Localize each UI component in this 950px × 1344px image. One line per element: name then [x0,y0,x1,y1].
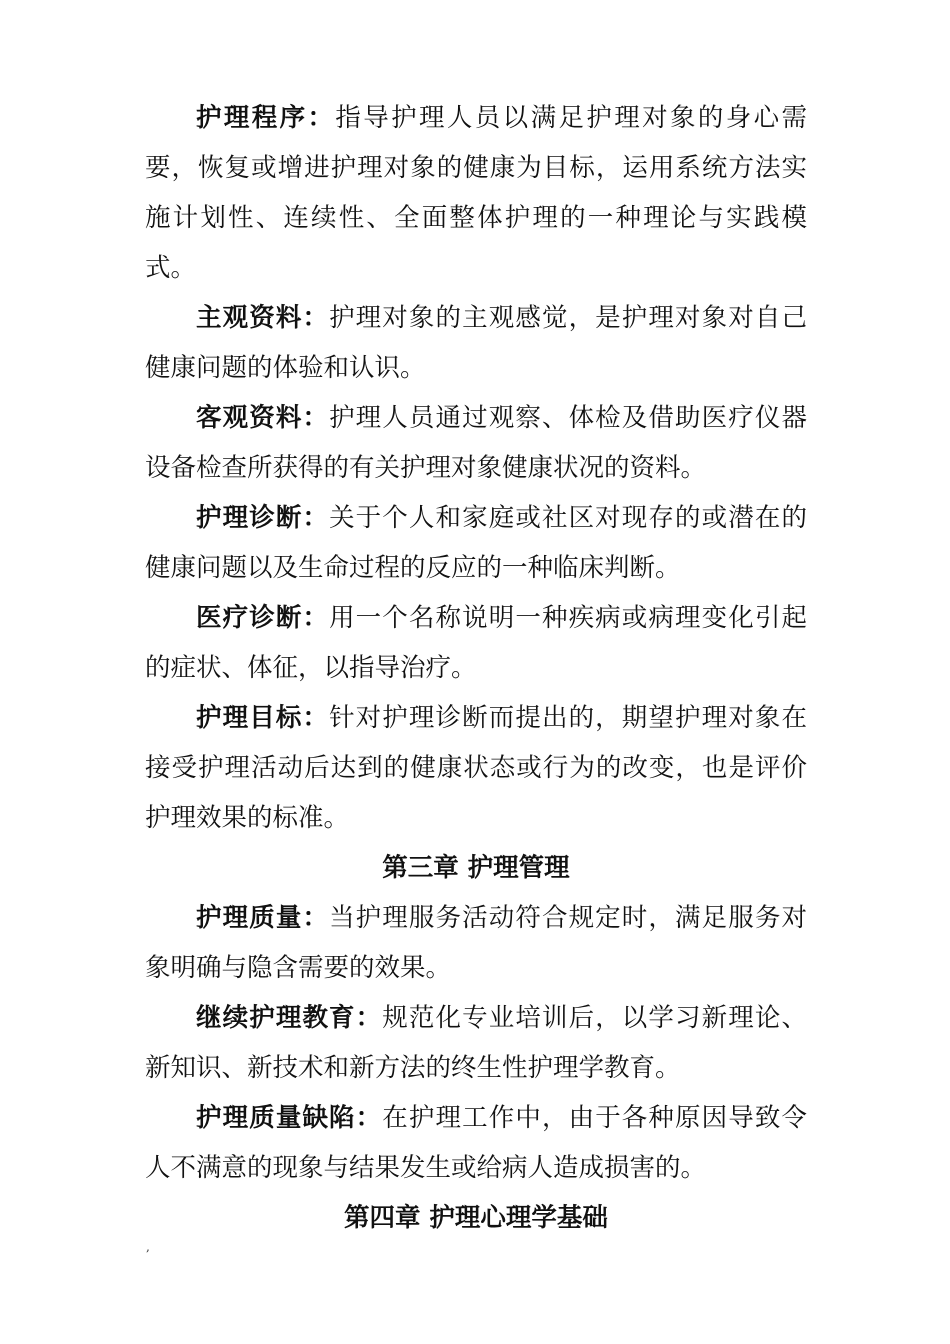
term-label: 护理诊断： [196,503,330,533]
definition-quality-defect [145,1093,807,1193]
term-definition: 指导护理人员以满足护理对象的身心需要，恢复或增进护理对象的健康为目标，运用系统方法实施计划性、连续性、全面整体护理的一种理论与实践模式。 [145,103,807,283]
term-label: 护理程序： [196,103,336,133]
term-label: 医疗诊断： [196,603,330,633]
term-label: 护理质量缺陷： [196,1103,383,1133]
term-definition: 关于个人和家庭或社区对现存的或潜在的健康问题以及生命过程的反应的一种临床判断。 [145,503,807,583]
term-definition: 护理对象的主观感觉，是护理对象对自己健康问题的体验和认识。 [145,303,807,383]
term-definition: 规范化专业培训后，以学习新理论、新知识、新技术和新方法的终生性护理学教育。 [145,1003,807,1083]
term-definition: 在护理工作中，由于各种原因导致令人不满意的现象与结果发生或给病人造成损害的。 [145,1103,807,1183]
term-label: 护理质量： [196,903,330,933]
term-definition: 针对护理诊断而提出的，期望护理对象在接受护理活动后达到的健康状态或行为的改变，也是评价护理效果的标准。 [145,703,807,833]
term-definition: 用一个名称说明一种疾病或病理变化引起的症状、体征，以指导治疗。 [145,603,807,683]
term-label: 客观资料： [196,403,330,433]
term-definition: 护理人员通过观察、体检及借助医疗仪器设备检查所获得的有关护理对象健康状况的资料。 [145,403,807,483]
page-content [145,93,807,1243]
definition-subjective-data [145,293,807,393]
definition-nursing-goal [145,693,807,843]
definition-nursing-process [145,93,807,293]
definition-nursing-diagnosis [145,493,807,593]
chapter-4-heading: 第四章 护理心理学基础 [344,1203,608,1233]
footer-mark: , [146,1240,150,1254]
term-label: 主观资料： [196,303,330,333]
term-label: 继续护理教育： [196,1003,383,1033]
term-definition: 当护理服务活动符合规定时，满足服务对象明确与隐含需要的效果。 [145,903,807,983]
definition-medical-diagnosis [145,593,807,693]
definition-objective-data [145,393,807,493]
definition-nursing-quality [145,893,807,993]
definition-continuing-education [145,993,807,1093]
term-label: 护理目标： [196,703,330,733]
chapter-3-heading: 第三章 护理管理 [382,853,570,883]
